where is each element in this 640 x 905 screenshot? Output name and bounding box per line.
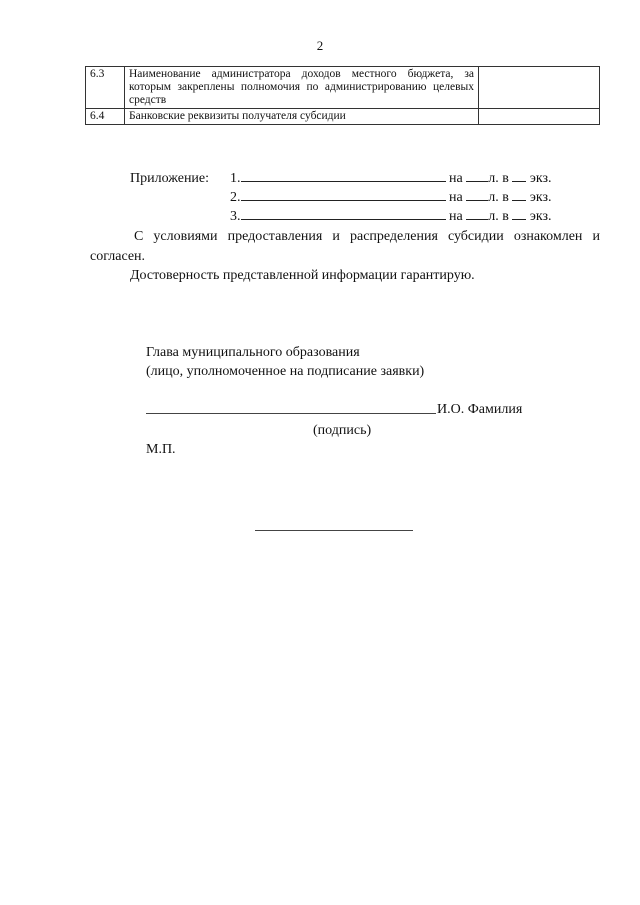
copies-blank	[512, 189, 526, 201]
row-number: 6.4	[86, 109, 125, 125]
attachment-line-2	[130, 189, 551, 206]
row-value	[479, 67, 600, 109]
attachment-name-blank	[241, 208, 446, 220]
stamp-mark: М.П.	[146, 442, 176, 457]
attachment-number: 2.	[230, 190, 241, 205]
attachment-pages-label: л. в	[488, 190, 509, 205]
attachment-na: на	[449, 190, 463, 205]
table-row	[86, 109, 600, 125]
signatory-name: И.О. Фамилия	[437, 402, 523, 417]
row-description: Банковские реквизиты получателя субсидии	[125, 109, 479, 125]
row-description: Наименование администратора доходов местного бюджета, за которым закреплены полномочия по администрированию целевых средств	[125, 67, 479, 109]
details-table	[85, 66, 600, 125]
attachment-pages-label: л. в	[488, 171, 509, 186]
attachment-copies-label: экз.	[529, 190, 552, 205]
pages-blank	[466, 170, 488, 182]
pages-blank	[466, 208, 488, 220]
attachment-number: 1.	[230, 171, 241, 186]
attachment-name-blank	[241, 189, 446, 201]
pages-blank	[466, 189, 488, 201]
attachment-pages-label: л. в	[488, 209, 509, 224]
attachment-copies-label: экз.	[529, 209, 552, 224]
attachment-name-blank	[241, 170, 446, 182]
page-number: 2	[316, 38, 324, 53]
signatory-title: Глава муниципального образования	[146, 345, 360, 360]
copies-blank	[512, 208, 526, 220]
copies-blank	[512, 170, 526, 182]
signatory-subtitle: (лицо, уполномоченное на подписание заявки)	[146, 364, 425, 379]
attachment-number: 3.	[230, 209, 241, 224]
attachment-line-3	[130, 208, 551, 225]
guarantee-paragraph: Достоверность представленной информации гарантирую.	[130, 268, 475, 283]
table-row	[86, 67, 600, 109]
attachment-copies-label: экз.	[529, 171, 552, 186]
row-value	[479, 109, 600, 125]
attachment-label: Приложение:	[130, 171, 210, 186]
attachment-na: на	[449, 171, 463, 186]
signature-caption: (подпись)	[313, 423, 372, 438]
agreement-paragraph: С условиями предоставления и распределения субсидии ознакомлен и согласен.	[90, 229, 600, 264]
row-number: 6.3	[86, 67, 125, 109]
end-rule	[255, 530, 413, 531]
attachment-line-1	[130, 170, 551, 187]
attachment-na: на	[449, 209, 463, 224]
signature-line	[146, 413, 436, 414]
